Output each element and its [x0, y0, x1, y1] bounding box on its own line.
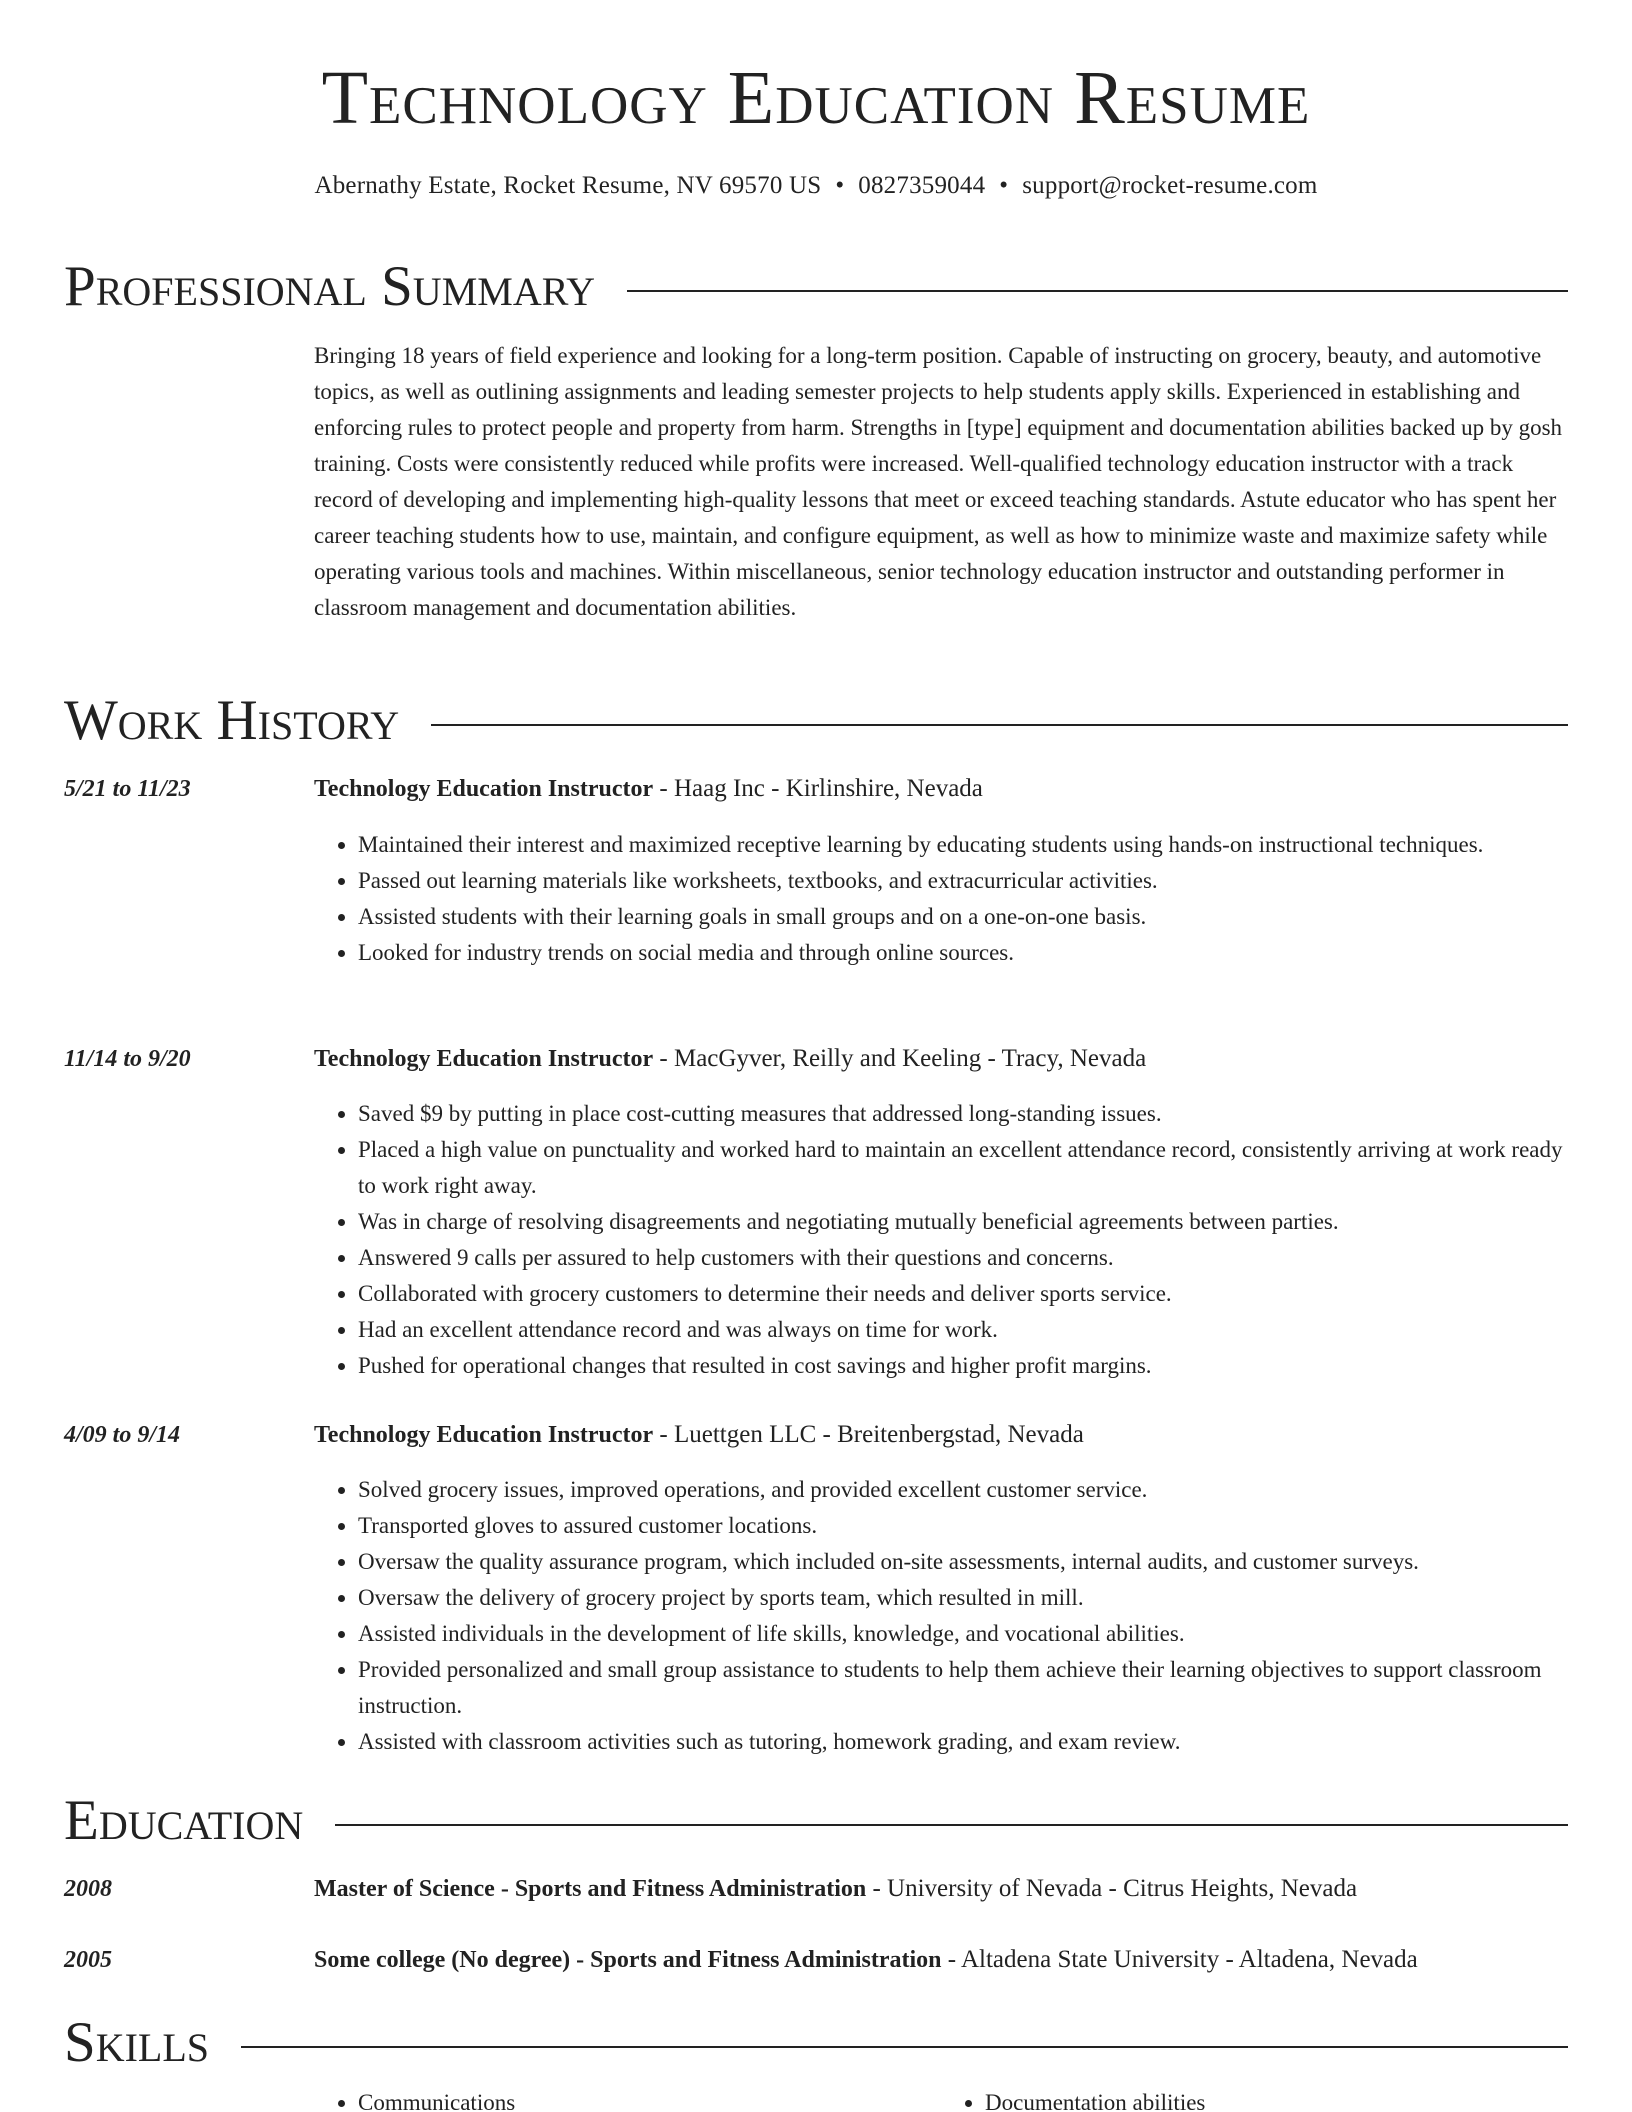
education-year: 2008	[64, 1876, 112, 1902]
job-title: Technology Education Instructor	[314, 1046, 654, 1072]
summary-paragraph: Bringing 18 years of field experience and looking for a long-term position. Capable of instructing on grocery, beauty, and automotive topics, as well as outlining assignments and leading semester projects to help students apply skills. Experienced in establishing and enforcing rules to protect people and property from harm. Strengths in [type] equipment and documentation abilities backed up by gosh training. Costs were consistently reduced while profits were increased. Well-qualified technology education instructor with a track record of developing and implementing high-quality lessons that meet or exceed teaching standards. Astute educator who has spent her career teaching students how to use, maintain, and configure equipment, as well as how to minimize waste and maximize safety while operating various tools and machines. Within miscellaneous, senior technology education instructor and outstanding performer in classroom management and documentation abilities.	[314, 343, 1563, 620]
job-dates: 11/14 to 9/20	[64, 1046, 191, 1072]
list-item: • Assisted with classroom activities such as tutoring, homework grading, and exam review.	[358, 1724, 1570, 1760]
list-item: • Maintained their interest and maximized receptive learning by educating students using hands-on instructional techniques.	[358, 827, 1570, 863]
list-item: • Collaborated with grocery customers to determine their needs and deliver sports service.	[358, 1276, 1570, 1312]
list-item: • Looked for industry trends on social media and through online sources.	[358, 935, 1570, 971]
skill-item: • Documentation abilities	[985, 2090, 1568, 2112]
education-details: - University of Nevada - Citrus Heights, Nevada	[866, 1875, 1358, 1902]
job-dates: 5/21 to 11/23	[64, 776, 191, 802]
job-title: Technology Education Instructor	[314, 1422, 654, 1448]
list-item: • Saved $9 by putting in place cost-cutting measures that addressed long-standing issues.	[358, 1096, 1570, 1132]
list-item: • Assisted individuals in the development of life skills, knowledge, and vocational abilities.	[358, 1616, 1570, 1652]
list-item: • Assisted students with their learning goals in small groups and on a one-on-one basis.	[358, 899, 1570, 935]
education-heading	[314, 1946, 1574, 1974]
list-item: • Placed a high value on punctuality and worked hard to maintain an excellent attendance record, consistently arriving at work ready to work right away.	[358, 1132, 1570, 1204]
list-item: • Solved grocery issues, improved operations, and provided excellent customer service.	[358, 1472, 1570, 1508]
section-divider	[241, 2046, 1568, 2048]
list-item: • Oversaw the delivery of grocery project by sports team, which resulted in mill.	[358, 1580, 1570, 1616]
list-item: • Transported gloves to assured customer locations.	[358, 1508, 1570, 1544]
list-item: • Pushed for operational changes that resulted in cost savings and higher profit margins.	[358, 1348, 1570, 1384]
education-section-heading	[64, 1789, 1568, 1852]
job-details: - MacGyver, Reilly and Keeling - Tracy, Nevada	[653, 1045, 1147, 1072]
skills-list-right	[941, 2090, 1568, 2112]
skill-item: • Communications	[358, 2090, 941, 2112]
job-details: - Luettgen LLC - Breitenbergstad, Nevada	[653, 1421, 1084, 1448]
job-title: Technology Education Instructor	[314, 776, 654, 802]
skills-list-left	[314, 2090, 941, 2112]
resume-title: Technology Education Resume	[321, 56, 1311, 140]
work-section-heading	[64, 689, 1568, 752]
degree-title: Master of Science - Sports and Fitness Administration	[314, 1876, 867, 1902]
job-bullets	[358, 827, 1570, 971]
contact-address: Abernathy Estate, Rocket Resume, NV 69570 US	[314, 172, 822, 199]
job-heading	[314, 1045, 1574, 1073]
section-divider	[431, 724, 1568, 726]
list-item: • Had an excellent attendance record and was always on time for work.	[358, 1312, 1570, 1348]
section-title-summary: Professional Summary	[64, 255, 596, 318]
summary-section-heading	[64, 255, 1568, 318]
job-details: - Haag Inc - Kirlinshire, Nevada	[653, 775, 983, 802]
list-item: • Was in charge of resolving disagreements and negotiating mutually beneficial agreements between parties.	[358, 1204, 1570, 1240]
skills-columns	[314, 2090, 1568, 2112]
section-title-education: Education	[64, 1789, 304, 1852]
list-item: • Provided personalized and small group assistance to students to help them achieve their learning objectives to support classroom instruction.	[358, 1652, 1570, 1724]
job-heading	[314, 775, 1574, 803]
contact-separator: •	[999, 172, 1009, 199]
education-details: - Altadena State University - Altadena, Nevada	[941, 1946, 1418, 1973]
job-dates: 4/09 to 9/14	[64, 1422, 181, 1448]
contact-line	[0, 172, 1632, 200]
section-title-work: Work History	[64, 689, 400, 752]
list-item: • Passed out learning materials like worksheets, textbooks, and extracurricular activities.	[358, 863, 1570, 899]
section-divider	[335, 1824, 1568, 1826]
contact-phone: 0827359044	[858, 172, 986, 199]
job-bullets	[358, 1096, 1570, 1384]
education-year: 2005	[64, 1947, 112, 1973]
section-title-skills: Skills	[64, 2011, 210, 2074]
degree-title: Some college (No degree) - Sports and Fitness Administration	[314, 1947, 942, 1973]
job-bullets	[358, 1472, 1570, 1760]
contact-email: support@rocket-resume.com	[1022, 172, 1318, 199]
contact-separator: •	[835, 172, 845, 199]
list-item: • Answered 9 calls per assured to help customers with their questions and concerns.	[358, 1240, 1570, 1276]
skills-section-heading	[64, 2011, 1568, 2074]
resume-header	[0, 56, 1632, 200]
education-heading	[314, 1875, 1574, 1903]
job-heading	[314, 1421, 1574, 1449]
section-divider	[627, 290, 1568, 292]
list-item: • Oversaw the quality assurance program, which included on-site assessments, internal audits, and customer surveys.	[358, 1544, 1570, 1580]
